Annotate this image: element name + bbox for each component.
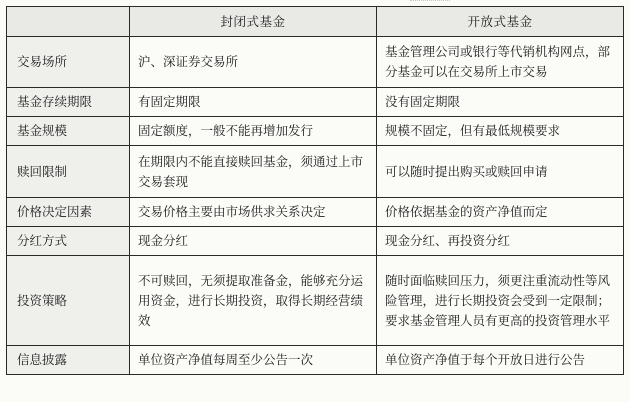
- open-fund-cell: [377, 256, 624, 346]
- cell-text: 基金管理公司或银行等代销机构网点，部分基金可以在交易所上市交易: [385, 44, 611, 79]
- cell-text: 随时面临赎回压力，须更注重流动性等风险管理，进行长期投资会受到一定限制；要求基金管理人员有更高的投资管理水平: [385, 272, 611, 328]
- cell-text: 在期限内不能直接赎回基金，须通过上市交易套现: [138, 153, 364, 189]
- cell-text: 规模不固定，但有最低规模要求: [385, 123, 561, 138]
- row-label: 投资策略: [7, 256, 130, 346]
- open-fund-cell: [377, 146, 624, 198]
- cell-text: 没有固定期限: [385, 94, 461, 109]
- table-row: [7, 117, 624, 146]
- table-row: [7, 146, 624, 198]
- open-fund-cell: [377, 117, 624, 146]
- cell-text: 可以随时提出购买或赎回申请: [385, 163, 548, 179]
- row-label: 基金存续期限: [7, 88, 130, 117]
- closed-fund-cell: [130, 198, 377, 227]
- row-label: 交易场所: [7, 37, 130, 88]
- row-label: 价格决定因素: [7, 198, 130, 227]
- closed-fund-cell: [130, 37, 377, 88]
- open-fund-cell: [377, 346, 624, 375]
- closed-fund-cell: [130, 346, 377, 375]
- cell-text: 单位资产净值每周至少公告一次: [138, 352, 314, 367]
- open-fund-cell: [377, 227, 624, 256]
- table-header-row: [7, 7, 624, 37]
- closed-fund-cell: [130, 256, 377, 346]
- open-fund-cell: [377, 37, 624, 88]
- closed-fund-cell: [130, 88, 377, 117]
- header-open-end-fund: 开放式基金: [377, 7, 624, 37]
- closed-fund-cell: [130, 146, 377, 198]
- cell-text: 交易价格主要由市场供求关系决定: [138, 204, 326, 219]
- table-row: [7, 256, 624, 346]
- row-label: 基金规模: [7, 117, 130, 146]
- table-row: [7, 198, 624, 227]
- table-row: [7, 88, 624, 117]
- table-row: [7, 37, 624, 88]
- cell-text: 有固定期限: [138, 94, 201, 109]
- open-fund-cell: [377, 88, 624, 117]
- scan-artifact: [410, 0, 450, 4]
- closed-fund-cell: [130, 227, 377, 256]
- header-closed-end-fund: 封闭式基金: [130, 7, 377, 37]
- row-label: 赎回限制: [7, 146, 130, 198]
- cell-text: 价格依据基金的资产净值而定: [385, 204, 548, 219]
- fund-comparison-table: [6, 6, 624, 375]
- table-row: [7, 227, 624, 256]
- cell-text: 不可赎回，无须提取准备金，能够充分运用资金，进行长期投资，取得长期经营绩效: [138, 272, 364, 328]
- table-row: [7, 346, 624, 375]
- row-label: 信息披露: [7, 346, 130, 375]
- cell-text: 现金分红: [138, 233, 189, 248]
- header-corner-cell: [7, 7, 130, 37]
- open-fund-cell: [377, 198, 624, 227]
- cell-text: 固定额度，一般不能再增加发行: [138, 123, 314, 138]
- row-label: 分红方式: [7, 227, 130, 256]
- closed-fund-cell: [130, 117, 377, 146]
- cell-text: 现金分红、再投资分红: [385, 233, 511, 248]
- cell-text: 单位资产净值于每个开放日进行公告: [385, 352, 586, 367]
- cell-text: 沪、深证券交易所: [138, 54, 239, 69]
